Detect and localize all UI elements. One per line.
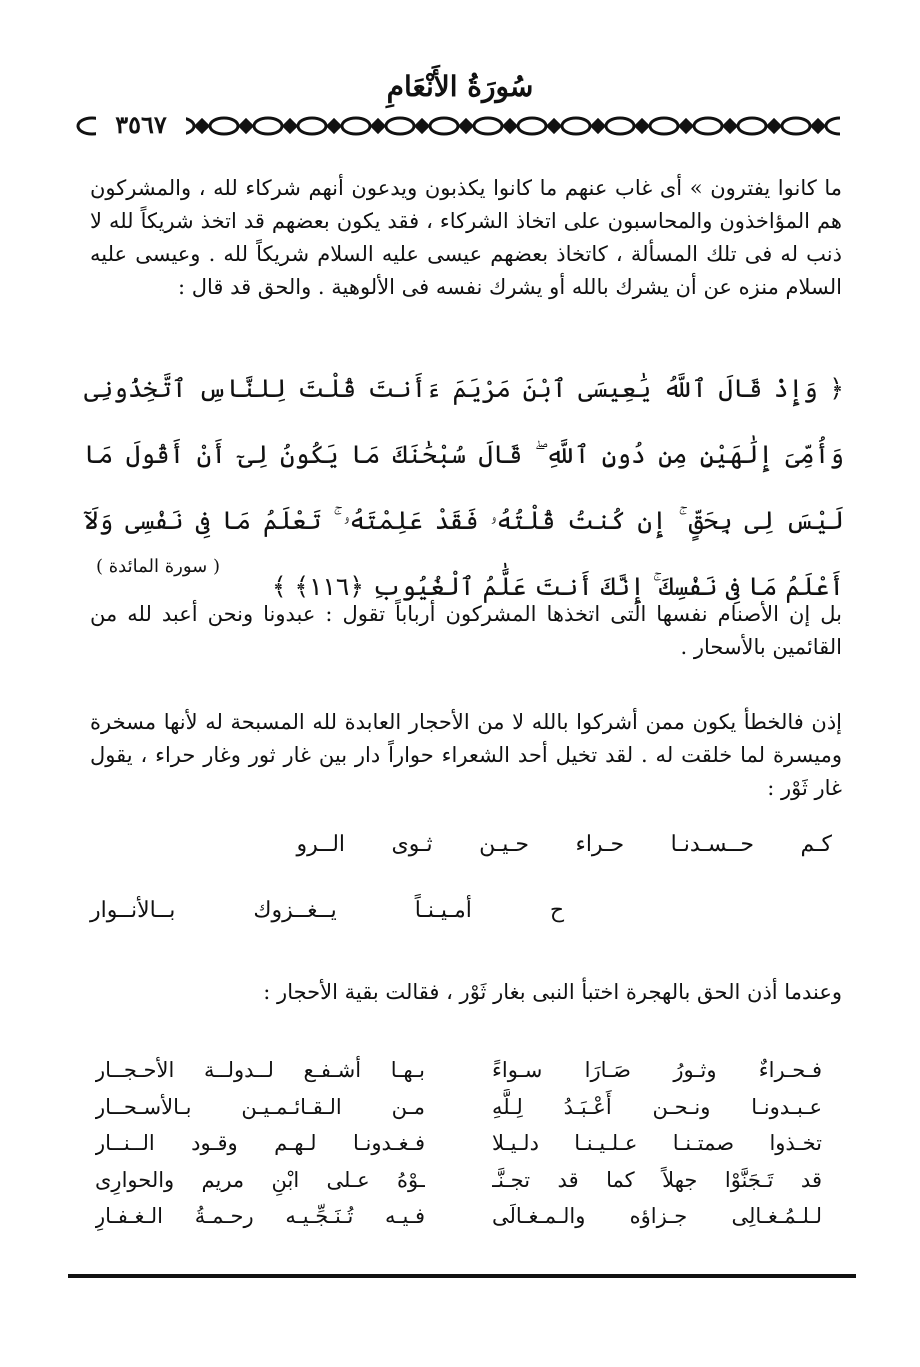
verse-word: حـراء [575, 832, 625, 857]
verse-word: حـيـن [479, 832, 529, 857]
paragraph-2: بل إن الأصنام نفسها التى اتخذها المشركون أرباباً تقول : عبدونا ونحن أعبد لله من القائمين بالأسحار . [90, 602, 842, 659]
ornament-diamond [680, 120, 692, 132]
ornament-oval [826, 118, 840, 134]
ornament-diamond [416, 120, 428, 132]
ornament-diamond [372, 120, 384, 132]
poem-line: فـحـراءٌ وثـورُ صَـارَا سـواءً [492, 1058, 822, 1082]
ornament-diamond [284, 120, 296, 132]
verse-word: كـم [800, 832, 832, 857]
verse-word: ثـوى [391, 832, 433, 857]
ornament-diamond [592, 120, 604, 132]
poem-left-column [95, 1052, 425, 1235]
poem-line: تخـذوا صمتـنـا عـلـيـنـا دلـيـلا [492, 1131, 822, 1155]
paragraph-1: ما كانوا يفترون » أى غاب عنهم ما كانوا يكذبون ويدعون أنهم شركاء لله ، والمشركون هم المؤاخذون والمحاسبون على اتخاذ الشركاء ، فقد يكون بعضهم قد اتخذ شريكاً لله لا ذنب له فى تلك المسألة ، كاتخاذ بعضهم عيسى عليه السلام شريكاً لله . وعيسى عليه السلام منزه عن أن يشرك بالله أو يشرك نفسه فى الألوهية . والحق قد قال : [90, 176, 842, 299]
verse-word: أمـيـنـاً [414, 898, 472, 923]
ornament-oval [342, 118, 370, 134]
poem-line: عـبـدونـا ونـحـن أَعْـبَـدُ لِـلَّهِ [492, 1094, 822, 1119]
poem-line: لـلـمُـغـالِى جـزاؤه والـمـغـالَى [492, 1204, 822, 1228]
ornament-oval [738, 118, 766, 134]
ornament-diamond [812, 120, 824, 132]
poem-right-column [492, 1052, 822, 1235]
ornament-oval [430, 118, 458, 134]
verse-line-2 [90, 898, 832, 923]
ornament-oval [254, 118, 282, 134]
ornament-diamond [724, 120, 736, 132]
ornament-oval [562, 118, 590, 134]
poem-line: بـهـا أشـفـع لــدولــة الأحـجــار [95, 1058, 425, 1082]
poem-line: مـن الـقـائـمـيـن بـالأسـحــار [95, 1094, 425, 1119]
poem-line: قد تَـجَنَّوْا جهلاً كما قد تجـنَّـ [492, 1167, 822, 1192]
verse-word: حــسـدنـا [670, 832, 754, 857]
bottom-rule [68, 1274, 856, 1278]
verse-word: يــغــزوك [253, 898, 337, 923]
poem-line: ـوْهُ عـلى ابْنِ مريم والحوارِى [95, 1167, 425, 1192]
verse-word: الــرو [296, 832, 346, 857]
ornament-oval [386, 118, 414, 134]
quran-verse: ﴿ وَإِذْ قَالَ ٱللَّهُ يَٰعِيسَى ٱبْنَ مَرْيَمَ ءَأَنتَ قُلْتَ لِلنَّاسِ ٱتَّخِذُونِى وَأُمِّىَ إِلَٰهَيْنِ مِن دُونِ ٱللَّهِ ۖ قَالَ سُبْحَٰنَكَ مَا يَكُونُ لِىٓ أَنْ أَقُولَ مَا لَيْسَ لِى بِحَقٍّ ۚ إِن كُنتُ قُلْتُهُۥ فَقَدْ عَلِمْتَهُۥ ۚ تَعْلَمُ مَا فِى نَفْسِى وَلَآ أَعْلَمُ مَا فِى نَفْسِكَ ۚ إِنَّكَ أَنتَ عَلَّٰمُ ٱلْغُيُوبِ ﴿١١٦﴾ ﴾ [84, 374, 844, 601]
paragraph-3: إذن فالخطأ يكون ممن أشركوا بالله لا من الأحجار العابدة لله المسبحة له لأنها مسخرة وميسرة لما خلقت له . لقد تخيل أحد الشعراء حواراً دار بين غار ثور وغار حراء ، يقول غار ثَوْر : [90, 710, 842, 800]
ornament-oval [518, 118, 546, 134]
ornament-diamond [240, 120, 252, 132]
ornament-diamond [768, 120, 780, 132]
ornament-diamond [504, 120, 516, 132]
ornament-diamond [196, 120, 208, 132]
ornament-oval [694, 118, 722, 134]
ornament-oval [782, 118, 810, 134]
poem-line: فـغـدونـا لـهـم وقـود الــنــار [95, 1131, 425, 1155]
verse-word: بــالأنــوار [90, 898, 176, 923]
ornament-diamond [460, 120, 472, 132]
ornament-oval [298, 118, 326, 134]
verse-line-1 [90, 832, 832, 857]
surah-title: سُورَةُ الأَنْعَامِ [386, 70, 534, 103]
ornament-diamond [328, 120, 340, 132]
ornament-diamond [636, 120, 648, 132]
ornament-diamond [548, 120, 560, 132]
page-number: ٣٥٦٧ [96, 110, 186, 140]
poem-line: فـيـه تُـنَـجِّـيـه رحـمـةُ الـغـفـارِ [95, 1204, 425, 1228]
ornament-oval [474, 118, 502, 134]
paragraph-4: وعندما أذن الحق بالهجرة اختبأ النبى بغار ثَوْر ، فقالت بقية الأحجار : [263, 980, 842, 1004]
ornament-oval [606, 118, 634, 134]
quran-reference: ( سورة المائدة ) [96, 556, 220, 577]
ornament-oval [210, 118, 238, 134]
ornament-oval [650, 118, 678, 134]
verse-word: ح [549, 898, 565, 923]
